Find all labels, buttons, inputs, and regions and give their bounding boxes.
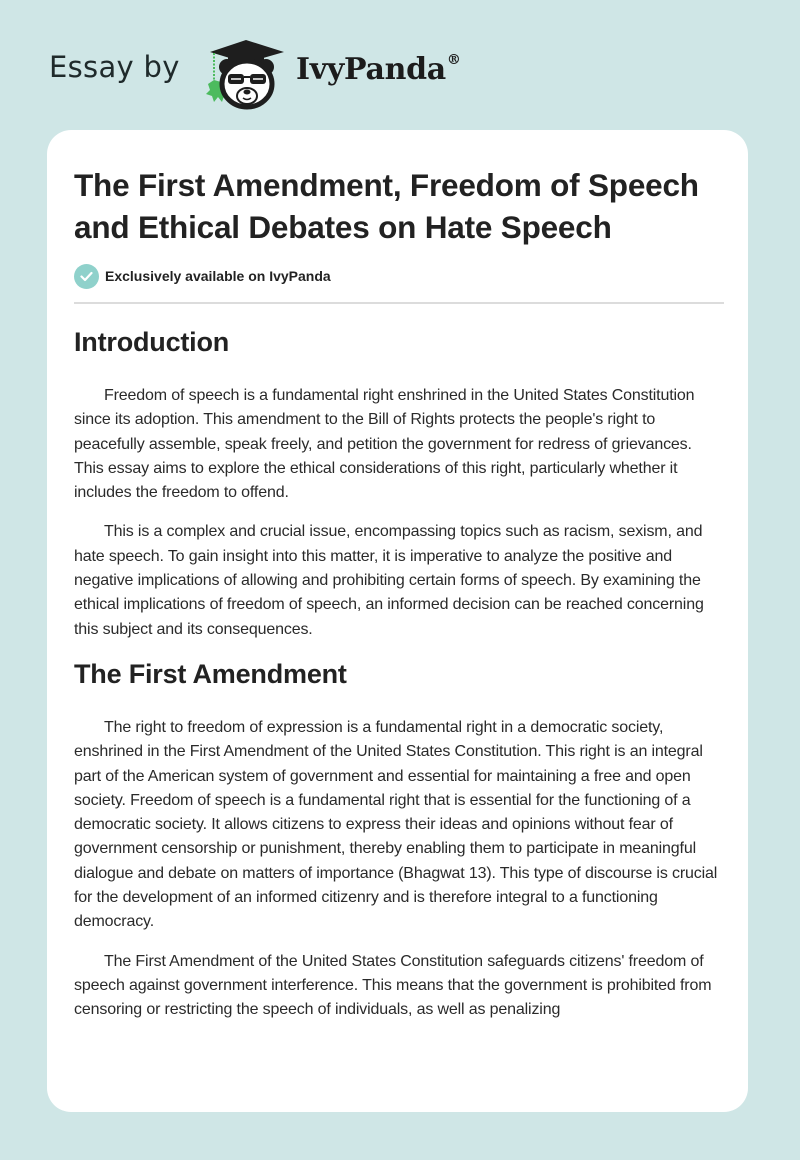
registered-mark: ® [446, 52, 461, 68]
essay-by-label: Essay by [49, 50, 180, 84]
exclusive-badge [74, 262, 724, 290]
brand-name[interactable] [296, 52, 461, 87]
paragraph: Freedom of speech is a fundamental right enshrined in the United States Constitution since its adoption. This amendment to the Bill of Rights protects the people's right to peacefully assemble, speak freely, and petition the government for redress of grievances. This essay aims to explore the ethical considerations of this right, particularly whether it includes the freedom to offend. [74, 387, 695, 502]
paragraph: This is a complex and crucial issue, encompassing topics such as racism, sexism, and hate speech. To gain insight into this matter, it is imperative to analyze the positive and negative implications of allowing and prohibiting certain forms of speech. By examining the ethical implications of freedom of speech, an informed decision can be reached concerning this subject and its consequences. [74, 523, 704, 638]
paragraph: The First Amendment of the United States Constitution safeguards citizens' freedom of speech against government interference. This means that the government is prohibited from censoring or restricting the speech of individuals, as well as penalizing [74, 952, 712, 1019]
section-heading-first-amendment: The First Amendment [74, 658, 347, 689]
exclusive-badge-text: Exclusively available on IvyPanda [105, 268, 331, 284]
check-circle-icon [74, 264, 99, 289]
paragraph: The right to freedom of expression is a fundamental right in a democratic society, enshrined in the First Amendment of the United States Constitution. This right is an integral part of the American system of government and essential for maintaining a free and open society. Freedom of speech is a fundamental right that is essential for the functioning of a democratic society. It allows citizens to express their ideas and opinions without fear of government censorship or punishment, thereby enabling them to participate in meaningful dialogue and debate on matters of importance (Bhagwat 13). This type of discourse is crucial for the development of an informed citizenry and is therefore integral to a functioning democracy. [74, 718, 718, 931]
essay-title: The First Amendment, Freedom of Speech and Ethical Debates on Hate Speech [74, 167, 699, 245]
divider [74, 302, 724, 304]
section-heading-introduction: Introduction [74, 327, 230, 357]
panda-graduate-icon[interactable] [200, 36, 292, 112]
brand-text: IvyPanda [296, 52, 446, 87]
site-header [0, 0, 800, 130]
essay-card [47, 130, 748, 1112]
essay-content [74, 164, 724, 1023]
